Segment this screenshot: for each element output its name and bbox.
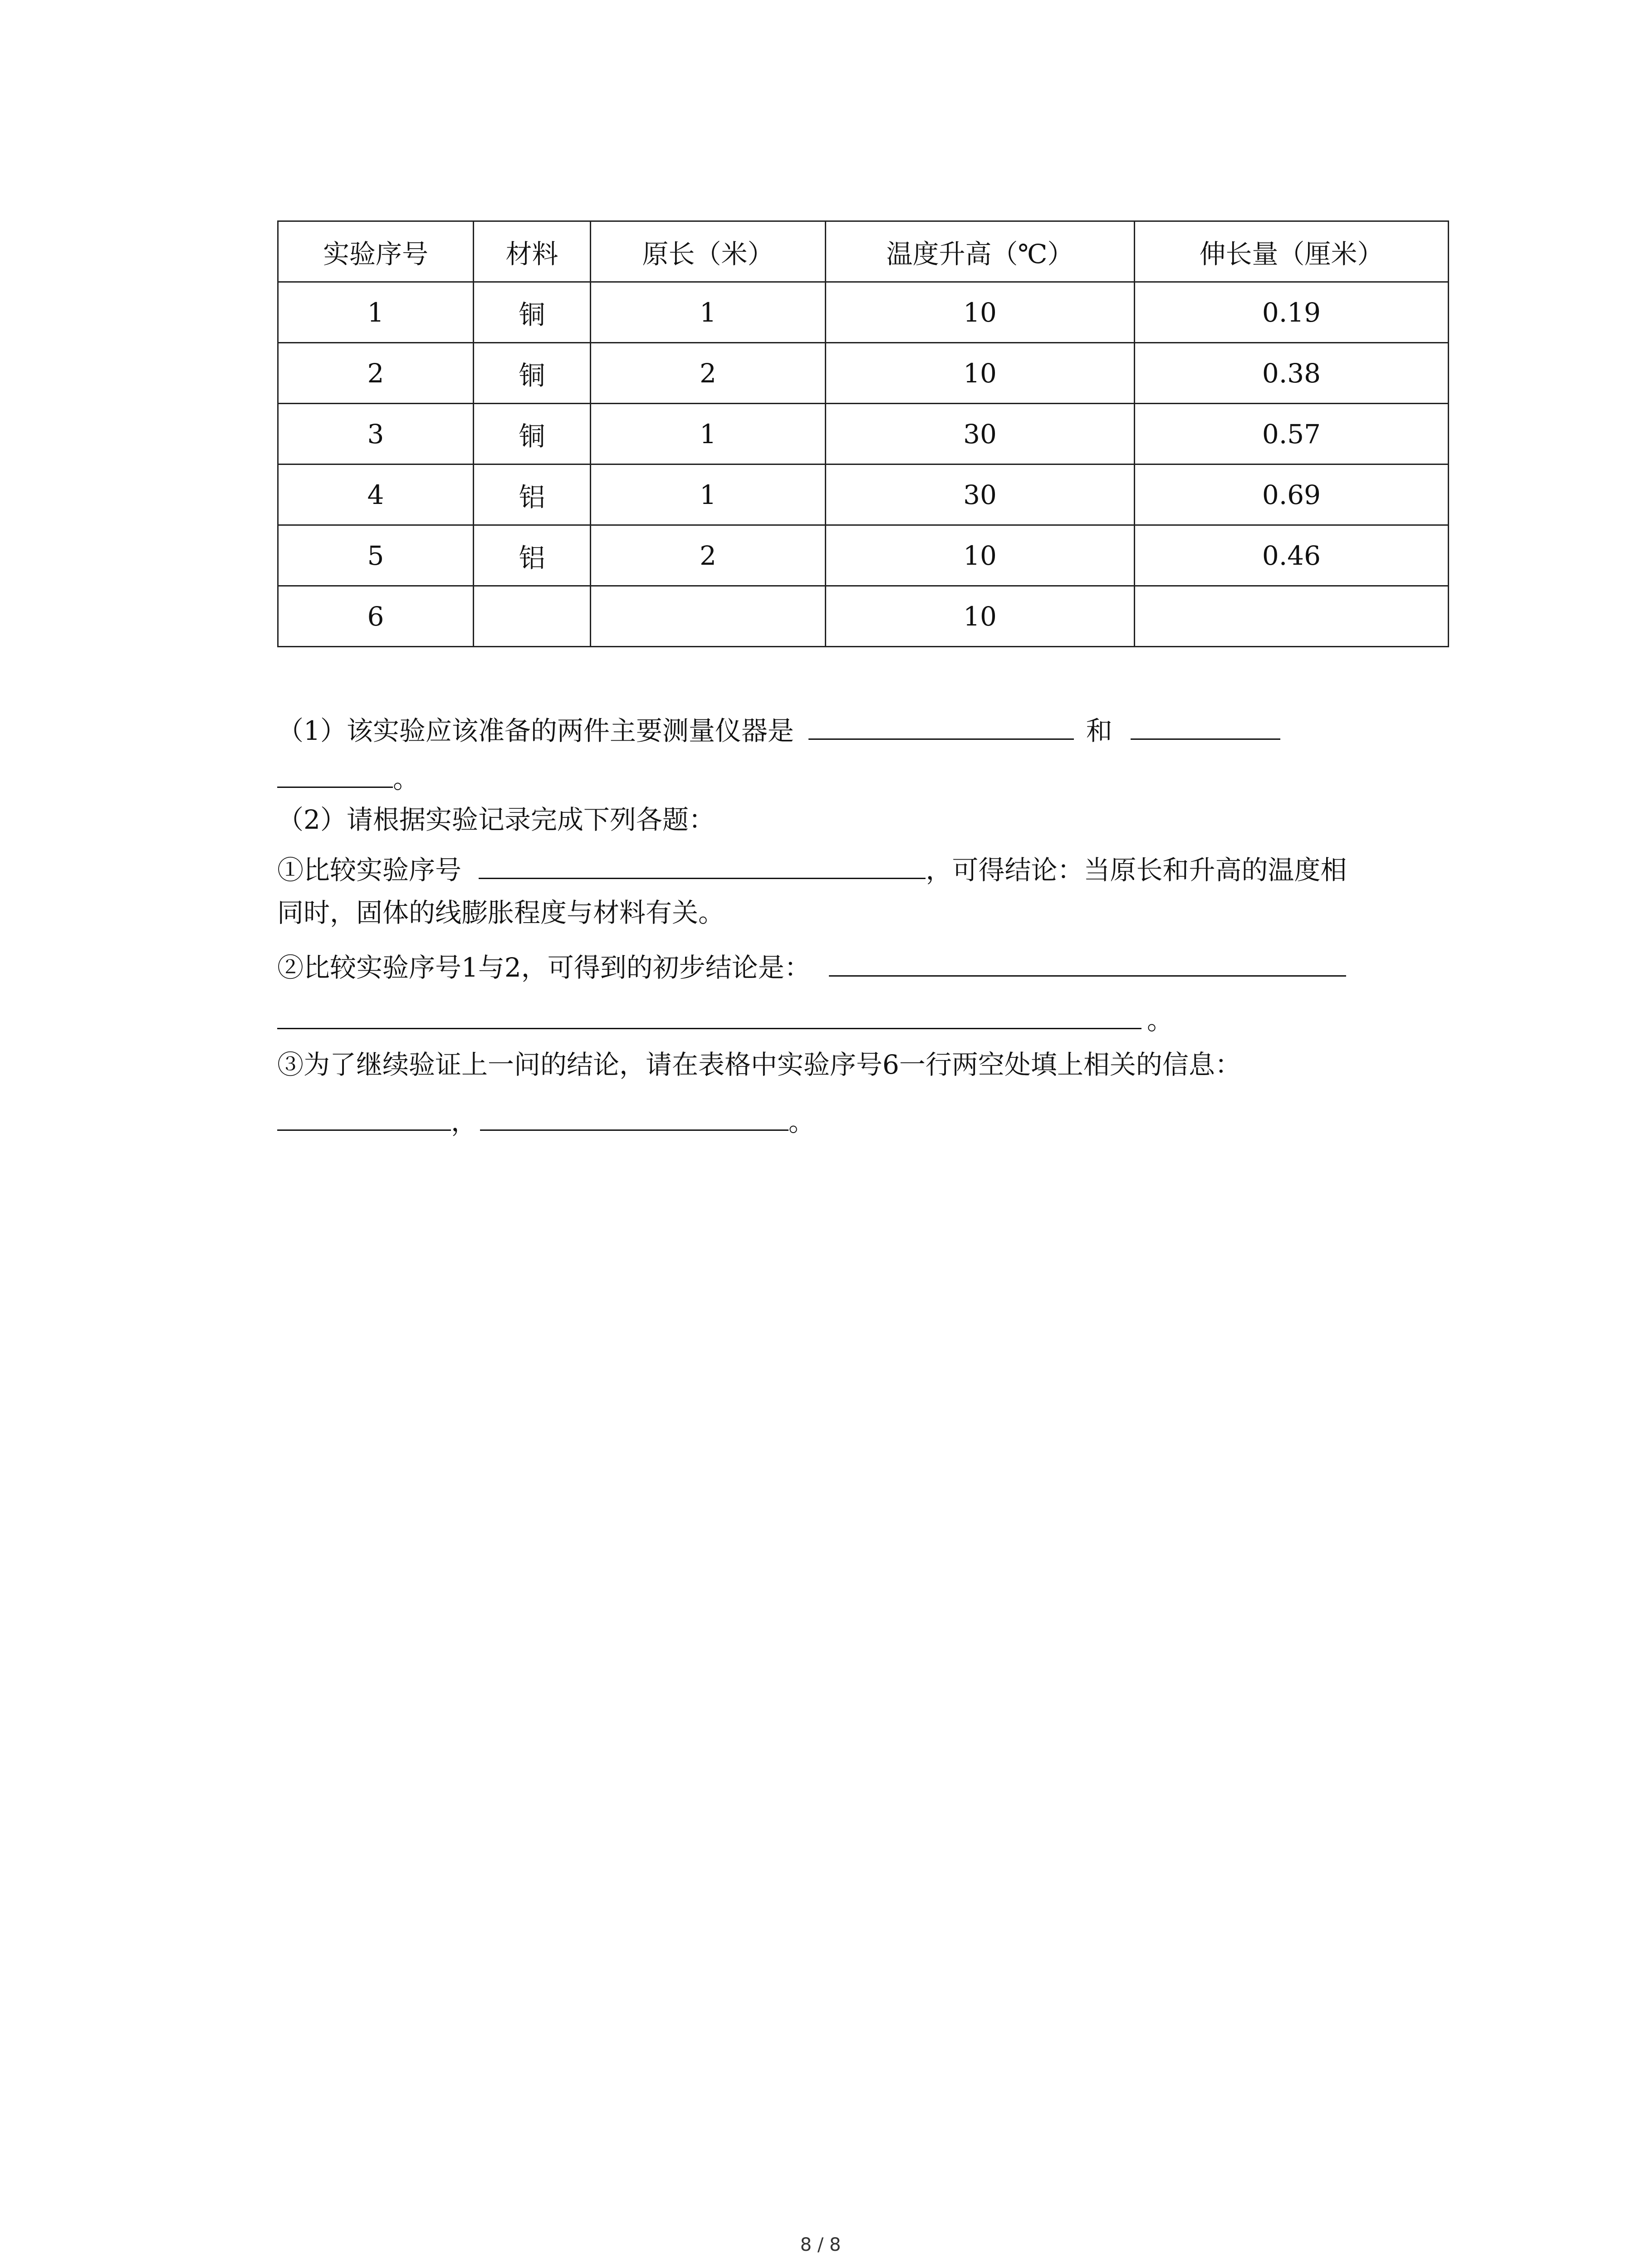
period: 。 [393, 763, 420, 794]
table-cell: 0.38 [1135, 343, 1449, 404]
question-1-continued [277, 759, 419, 795]
comma: ， [451, 1106, 478, 1137]
question-2b-prefix: ②比较实验序号1与2，可得到的初步结论是： [277, 952, 811, 983]
table-cell: 铝 [474, 525, 591, 586]
table-cell: 2 [591, 525, 826, 586]
question-2a-suffix: ，可得结论：当原长和升高的温度相 [926, 855, 1347, 885]
table-cell: 3 [278, 404, 474, 464]
question-2a-prefix: ①比较实验序号 [277, 855, 462, 885]
table-cell: 2 [278, 343, 474, 404]
answer-blank[interactable] [277, 1001, 1141, 1029]
experiment-table [277, 220, 1449, 647]
table-header-row [278, 221, 1449, 282]
table-cell: 6 [278, 586, 474, 647]
answer-blank[interactable] [808, 711, 1074, 740]
table-row [278, 282, 1449, 343]
question-2c-answers [277, 1102, 815, 1138]
question-2c: ③为了继续验证上一问的结论，请在表格中实验序号6一行两空处填上相关的信息： [277, 1049, 1241, 1080]
table-cell: 30 [826, 464, 1135, 525]
question-2a [277, 850, 1347, 886]
table-cell: 10 [826, 586, 1135, 647]
blank-cell[interactable] [591, 586, 826, 647]
answer-blank[interactable] [479, 850, 926, 879]
table-cell: 4 [278, 464, 474, 525]
header-cell: 伸长量（厘米） [1135, 221, 1449, 282]
table-cell: 0.46 [1135, 525, 1449, 586]
period: 。 [789, 1106, 815, 1137]
page-number: 8 / 8 [800, 2234, 841, 2255]
header-cell: 实验序号 [278, 221, 474, 282]
table-cell: 铜 [474, 282, 591, 343]
table-row [278, 464, 1449, 525]
answer-blank[interactable] [829, 948, 1346, 977]
table-cell: 30 [826, 404, 1135, 464]
table-cell: 1 [591, 282, 826, 343]
table-cell: 1 [591, 404, 826, 464]
header-cell: 原长（米） [591, 221, 826, 282]
table-cell: 1 [278, 282, 474, 343]
question-2b [277, 948, 1346, 983]
question-1-text: （1）该实验应该准备的两件主要测量仪器是 [277, 715, 794, 746]
question-2-intro: （2）请根据实验记录完成下列各题： [277, 804, 715, 835]
table-row [278, 404, 1449, 464]
table-row [278, 525, 1449, 586]
table-cell: 0.57 [1135, 404, 1449, 464]
table-cell: 10 [826, 343, 1135, 404]
table-cell: 10 [826, 525, 1135, 586]
table-cell: 2 [591, 343, 826, 404]
table-cell: 1 [591, 464, 826, 525]
table-row [278, 343, 1449, 404]
table-cell: 10 [826, 282, 1135, 343]
answer-blank[interactable] [480, 1102, 789, 1131]
question-2b-continued [277, 1001, 1173, 1036]
and-word: 和 [1086, 715, 1112, 746]
table-cell: 铜 [474, 404, 591, 464]
blank-cell[interactable] [474, 586, 591, 647]
table-cell: 铜 [474, 343, 591, 404]
answer-blank[interactable] [277, 1102, 451, 1131]
table-cell: 5 [278, 525, 474, 586]
table-cell: 0.19 [1135, 282, 1449, 343]
header-cell: 材料 [474, 221, 591, 282]
table-cell: 0.69 [1135, 464, 1449, 525]
answer-blank[interactable] [277, 759, 393, 788]
blank-cell[interactable] [1135, 586, 1449, 647]
header-cell: 温度升高（℃） [826, 221, 1135, 282]
table-cell: 铝 [474, 464, 591, 525]
question-2a-line2: 同时，固体的线膨胀程度与材料有关。 [277, 897, 725, 928]
answer-blank[interactable] [1131, 711, 1280, 740]
table-row [278, 586, 1449, 647]
period: 。 [1147, 1005, 1174, 1036]
question-1 [277, 711, 1280, 747]
